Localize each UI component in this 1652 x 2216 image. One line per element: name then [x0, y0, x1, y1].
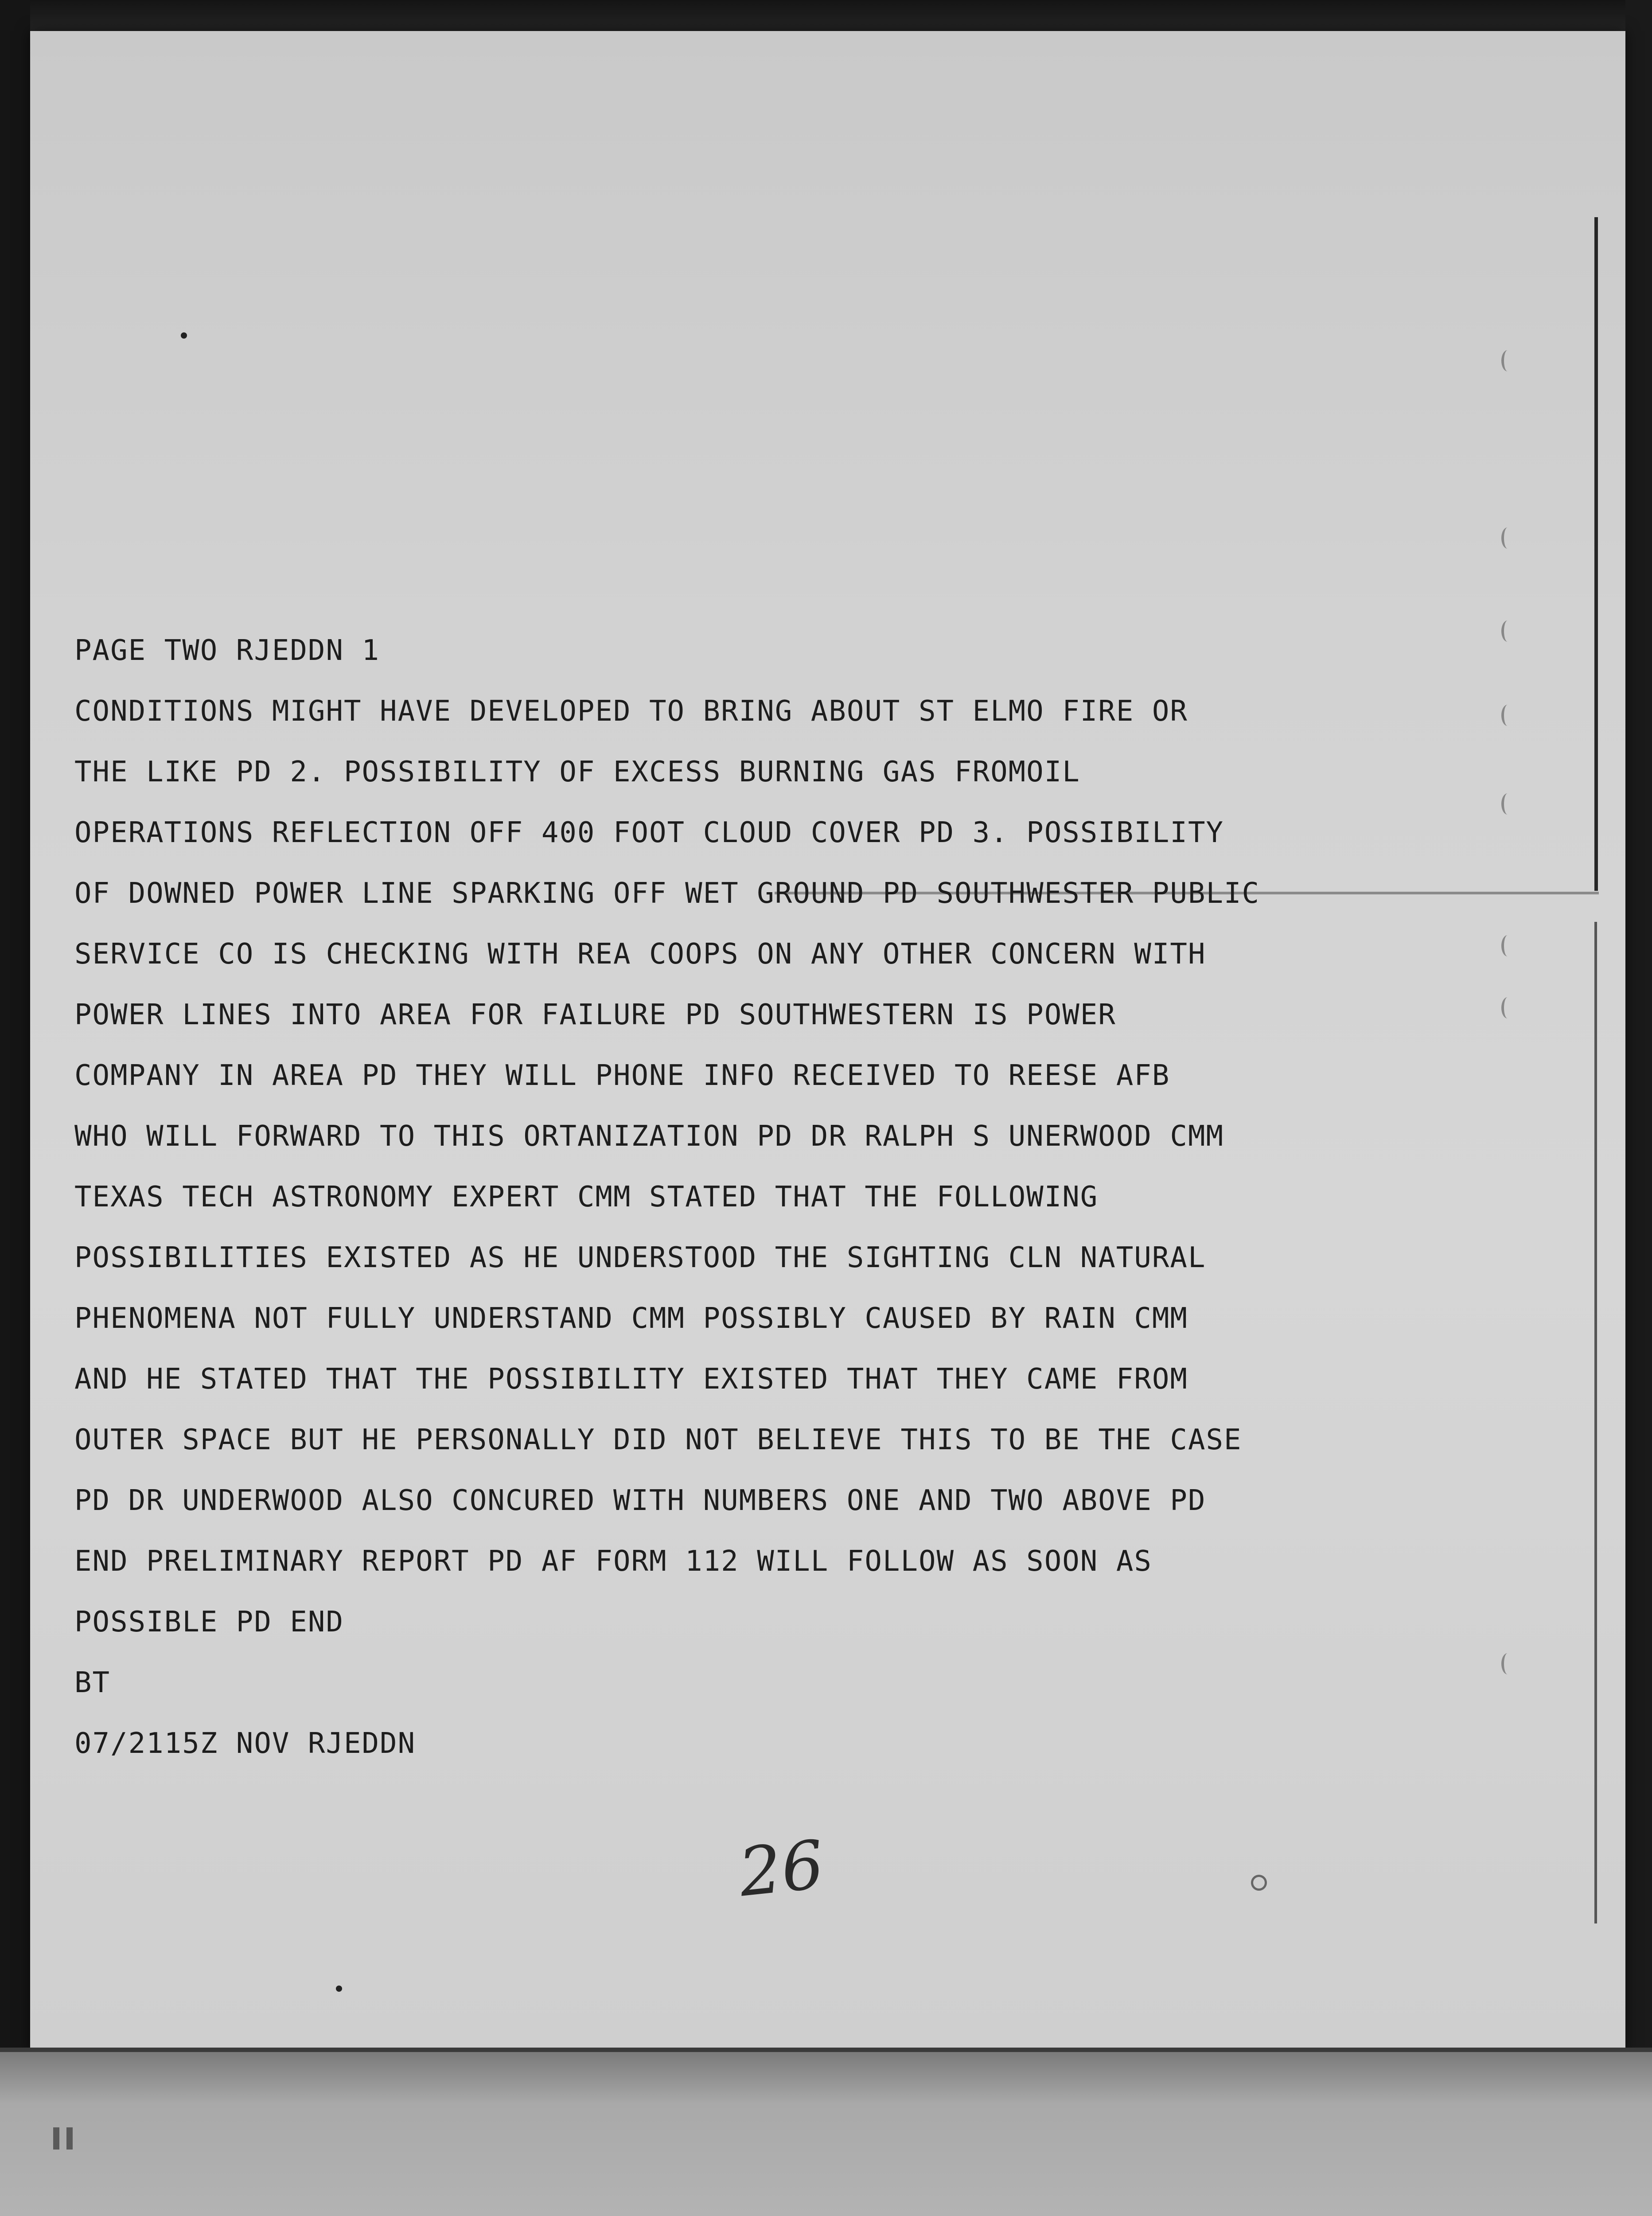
punch-hole-mark [1501, 793, 1514, 815]
punch-hole-mark [1501, 935, 1514, 956]
document-page [30, 31, 1625, 2052]
message-line: POWER LINES INTO AREA FOR FAILURE PD SOUTHWESTERN IS POWER [74, 999, 1116, 1031]
punch-hole-mark [1501, 350, 1514, 371]
page-border-line-lower [1594, 922, 1597, 1923]
film-left-edge [0, 0, 30, 2056]
message-line: THE LIKE PD 2. POSSIBILITY OF EXCESS BURNING GAS FROMOIL [74, 756, 1080, 788]
speck-mark [336, 1986, 342, 1992]
message-line: AND HE STATED THAT THE POSSIBILITY EXISTED THAT THEY CAME FROM [74, 1363, 1188, 1396]
film-bottom-area [0, 2052, 1652, 2216]
punch-hole-mark [1501, 620, 1514, 642]
teletype-message [74, 620, 1492, 1774]
page-border-line [1594, 217, 1598, 891]
message-line: PD DR UNDERWOOD ALSO CONCURED WITH NUMBERS ONE AND TWO ABOVE PD [74, 1484, 1206, 1517]
punch-hole-mark [1501, 705, 1514, 726]
punch-hole-mark [1501, 527, 1514, 549]
message-line: OUTER SPACE BUT HE PERSONALLY DID NOT BELIEVE THIS TO BE THE CASE [74, 1424, 1242, 1456]
punch-hole-mark [1501, 997, 1514, 1018]
message-line: TEXAS TECH ASTRONOMY EXPERT CMM STATED THAT THE FOLLOWING [74, 1181, 1099, 1213]
message-line: PHENOMENA NOT FULLY UNDERSTAND CMM POSSIBLY CAUSED BY RAIN CMM [74, 1302, 1188, 1335]
message-line: OPERATIONS REFLECTION OFF 400 FOOT CLOUD COVER PD 3. POSSIBILITY [74, 816, 1224, 849]
message-line: OF DOWNED POWER LINE SPARKING OFF WET GROUND PD SOUTHWESTER PUBLIC [74, 877, 1260, 910]
message-line: COMPANY IN AREA PD THEY WILL PHONE INFO RECEIVED TO REESE AFB [74, 1059, 1170, 1092]
speck-mark [181, 332, 187, 339]
message-line: POSSIBILITIES EXISTED AS HE UNDERSTOOD THE SIGHTING CLN NATURAL [74, 1241, 1206, 1274]
date-time-group: 07/2115Z NOV RJEDDN [74, 1727, 416, 1760]
message-line: END PRELIMINARY REPORT PD AF FORM 112 WILL FOLLOW AS SOON AS [74, 1545, 1152, 1578]
message-line: SERVICE CO IS CHECKING WITH REA COOPS ON ANY OTHER CONCERN WITH [74, 938, 1206, 971]
message-header: PAGE TWO RJEDDN 1 [74, 634, 380, 667]
message-line: POSSIBLE PD END [74, 1606, 344, 1639]
frame-marker-icon [49, 2118, 89, 2158]
message-line: WHO WILL FORWARD TO THIS ORTANIZATION PD DR RALPH S UNERWOOD CMM [74, 1120, 1224, 1153]
punch-hole-mark [1501, 1653, 1514, 1674]
message-break-marker: BT [74, 1666, 111, 1699]
film-right-edge [1625, 0, 1652, 2056]
handwritten-page-number: 26 [735, 1826, 828, 1912]
message-line: CONDITIONS MIGHT HAVE DEVELOPED TO BRING ABOUT ST ELMO FIRE OR [74, 695, 1188, 728]
ring-mark [1251, 1875, 1267, 1891]
